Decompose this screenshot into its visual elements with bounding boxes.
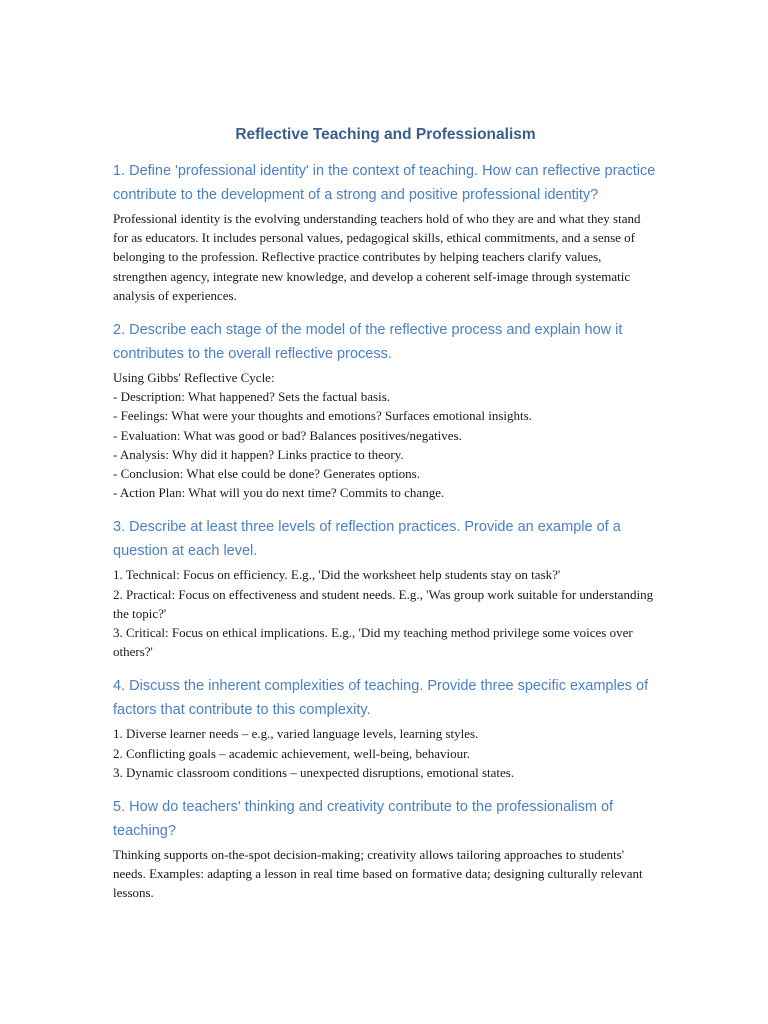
answer-text (113, 565, 658, 661)
answer-line: - Feelings: What were your thoughts and emotions? Surfaces emotional insights. (113, 408, 532, 424)
answer-text (113, 368, 658, 502)
answer-line: 2. Conflicting goals – academic achievement, well-being, behaviour. (113, 745, 471, 761)
answer-line: 1. Diverse learner needs – e.g., varied language levels, learning styles. (113, 726, 479, 742)
answer-line: - Conclusion: What else could be done? Generates options. (113, 466, 420, 482)
question-section-1 (113, 160, 658, 305)
answer-line: Professional identity is the evolving understanding teachers hold of who they are and what they stand for as educators. It includes personal values, pedagogical skills, ethical commitments, and a sense of belonging to the profession. Reflective practice contributes by helping teachers clarify values, strengthen agency, integrate new knowledge, and develop a coherent self-image through systematic analysis of experiences. (113, 211, 641, 303)
question-section-2 (113, 319, 658, 502)
answer-text (113, 209, 658, 305)
answer-line: - Description: What happened? Sets the factual basis. (113, 389, 391, 405)
question-heading: 5. How do teachers' thinking and creativity contribute to the professionalism of teaching? (113, 799, 614, 839)
answer-line: Using Gibbs' Reflective Cycle: (113, 370, 275, 386)
question-heading: 1. Define 'professional identity' in the context of teaching. How can reflective practice contribute to the development of a strong and positive professional identity? (113, 163, 656, 203)
question-heading: 3. Describe at least three levels of reflection practices. Provide an example of a question at each level. (113, 519, 621, 559)
question-section-5 (113, 796, 658, 903)
document-title: Reflective Teaching and Professionalism (235, 126, 536, 143)
answer-text (113, 724, 658, 782)
answer-line: Thinking supports on-the-spot decision-making; creativity allows tailoring approaches to students' needs. Examples: adapting a lesson in real time based on formative data; designing culturally relevant lessons. (113, 847, 643, 901)
question-heading: 4. Discuss the inherent complexities of teaching. Provide three specific examples of factors that contribute to this complexity. (113, 678, 649, 718)
document-page (113, 124, 658, 917)
question-section-4 (113, 675, 658, 782)
answer-text (113, 845, 658, 903)
answer-line: 3. Dynamic classroom conditions – unexpected disruptions, emotional states. (113, 764, 515, 780)
answer-line: - Action Plan: What will you do next time? Commits to change. (113, 485, 445, 501)
answer-line: 1. Technical: Focus on efficiency. E.g., 'Did the worksheet help students stay on task?' (113, 567, 561, 583)
question-heading: 2. Describe each stage of the model of the reflective process and explain how it contributes to the overall reflective process. (113, 322, 623, 362)
answer-line: 2. Practical: Focus on effectiveness and student needs. E.g., 'Was group work suitable for understanding the topic?' (113, 586, 654, 621)
question-section-3 (113, 516, 658, 661)
answer-line: - Evaluation: What was good or bad? Balances positives/negatives. (113, 427, 462, 443)
answer-line: 3. Critical: Focus on ethical implications. E.g., 'Did my teaching method privilege some voices over others?' (113, 625, 633, 660)
answer-line: - Analysis: Why did it happen? Links practice to theory. (113, 446, 404, 462)
